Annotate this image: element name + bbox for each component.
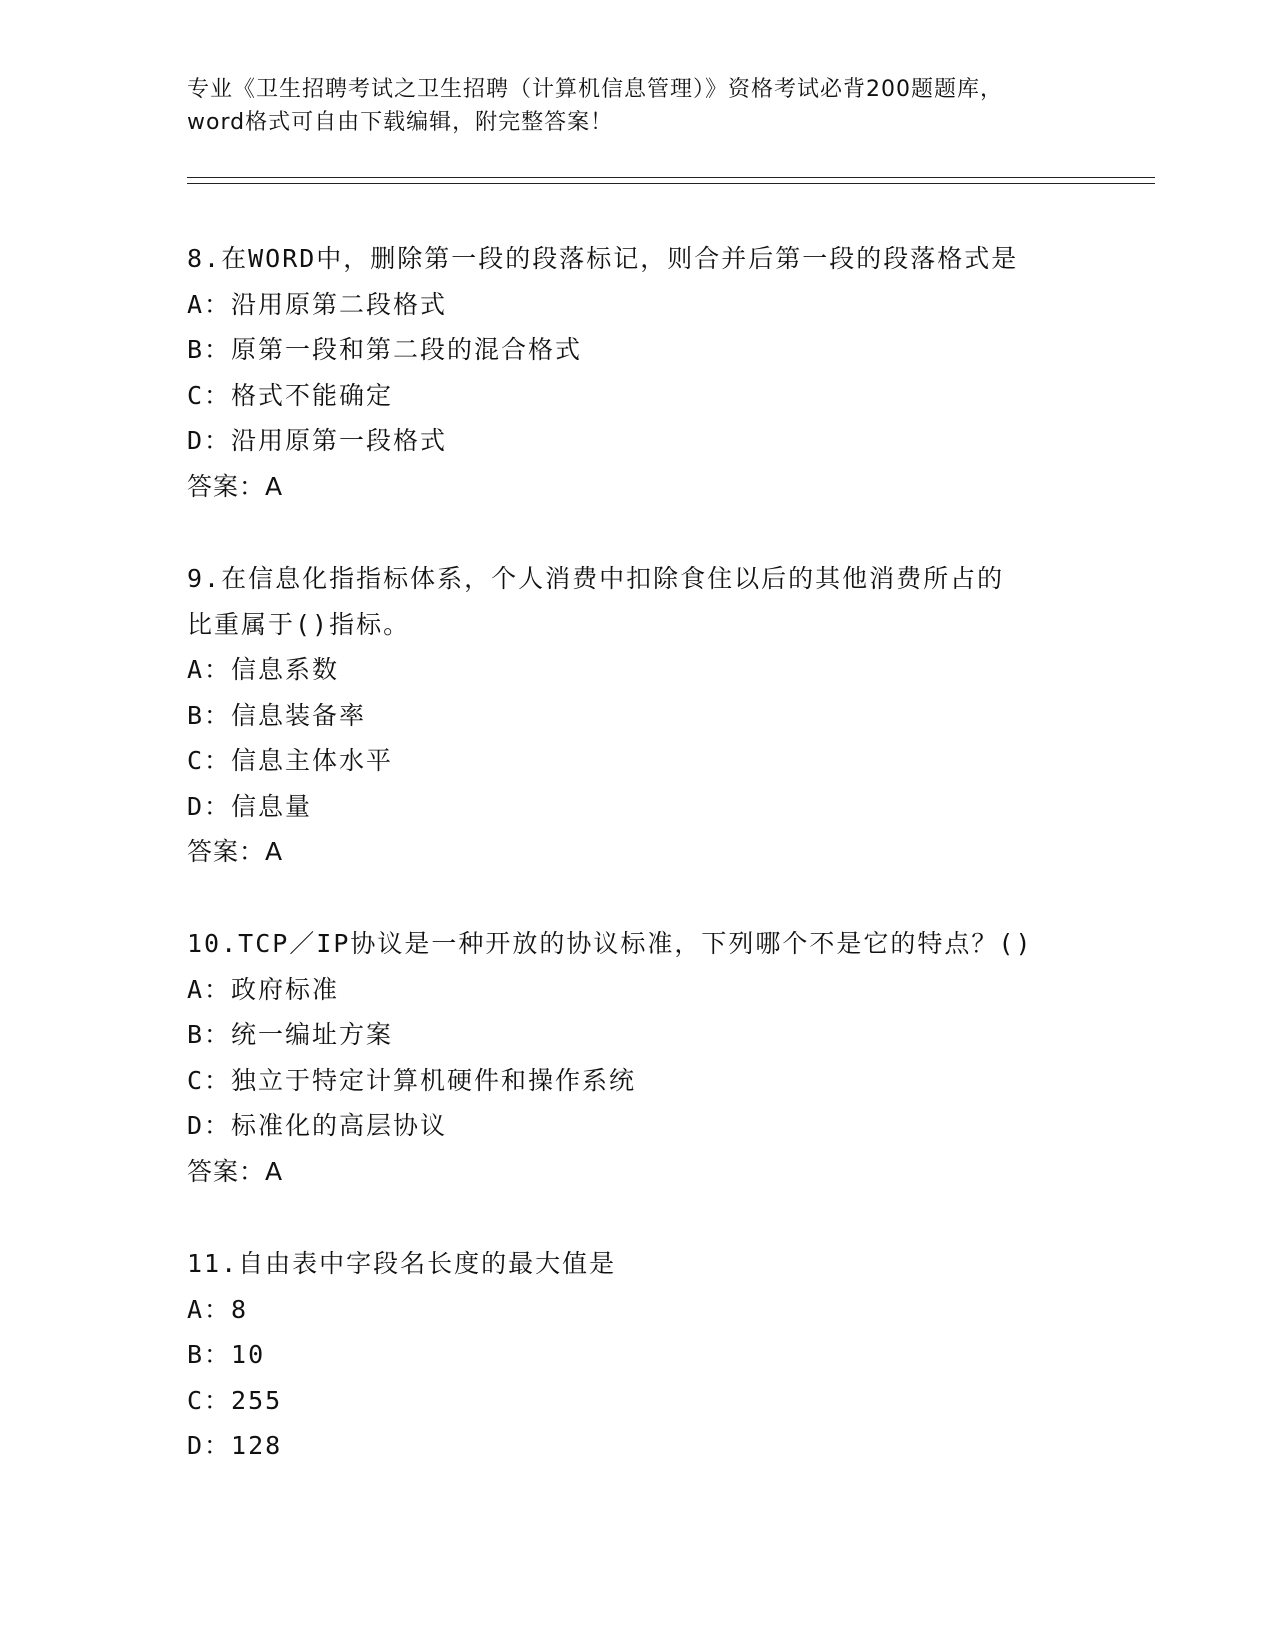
option-d: D：128: [187, 1431, 283, 1460]
question-stem: 9.在信息化指指标体系，个人消费中扣除食住以后的其他消费所占的: [187, 564, 1005, 593]
option-a: A：沿用原第二段格式: [187, 289, 448, 319]
option-d: D：标准化的高层协议: [187, 1111, 448, 1140]
header-divider: [187, 177, 1155, 184]
question-stem: 11.自由表中字段名长度的最大值是: [187, 1249, 617, 1278]
option-b: B：10: [187, 1340, 266, 1369]
option-c: C：独立于特定计算机硬件和操作系统: [187, 1065, 637, 1095]
question-stem-continued: 比重属于()指标。: [187, 609, 411, 639]
question-8: [187, 236, 1147, 509]
header-line-2: word格式可自由下载编辑，附完整答案！: [187, 110, 614, 135]
option-d: D：信息量: [187, 791, 313, 821]
header-line-1: 专业《卫生招聘考试之卫生招聘（计算机信息管理）》资格考试必背200题题库，: [187, 77, 1003, 102]
answer: 答案：A: [187, 837, 284, 866]
option-a: A：8: [187, 1294, 249, 1324]
option-a: A：信息系数: [187, 655, 340, 684]
option-b: B：统一编址方案: [187, 1020, 394, 1049]
option-a: A：政府标准: [187, 974, 340, 1004]
question-stem: 10.TCP／IP协议是一种开放的协议标准，下列哪个不是它的特点？(): [187, 929, 1033, 958]
answer: 答案：A: [187, 1156, 284, 1186]
option-c: C：信息主体水平: [187, 746, 394, 775]
option-b: B：信息装备率: [187, 700, 367, 730]
answer: 答案：A: [187, 471, 284, 501]
question-11: [187, 1241, 1147, 1469]
question-9: [187, 556, 1147, 875]
question-10: [187, 921, 1147, 1194]
option-c: C：255: [187, 1385, 283, 1415]
option-c: C：格式不能确定: [187, 380, 394, 410]
option-d: D：沿用原第一段格式: [187, 426, 448, 455]
option-b: B：原第一段和第二段的混合格式: [187, 335, 583, 364]
question-stem: 8.在WORD中，删除第一段的段落标记，则合并后第一段的段落格式是: [187, 244, 1019, 273]
document-header: [187, 73, 1087, 139]
